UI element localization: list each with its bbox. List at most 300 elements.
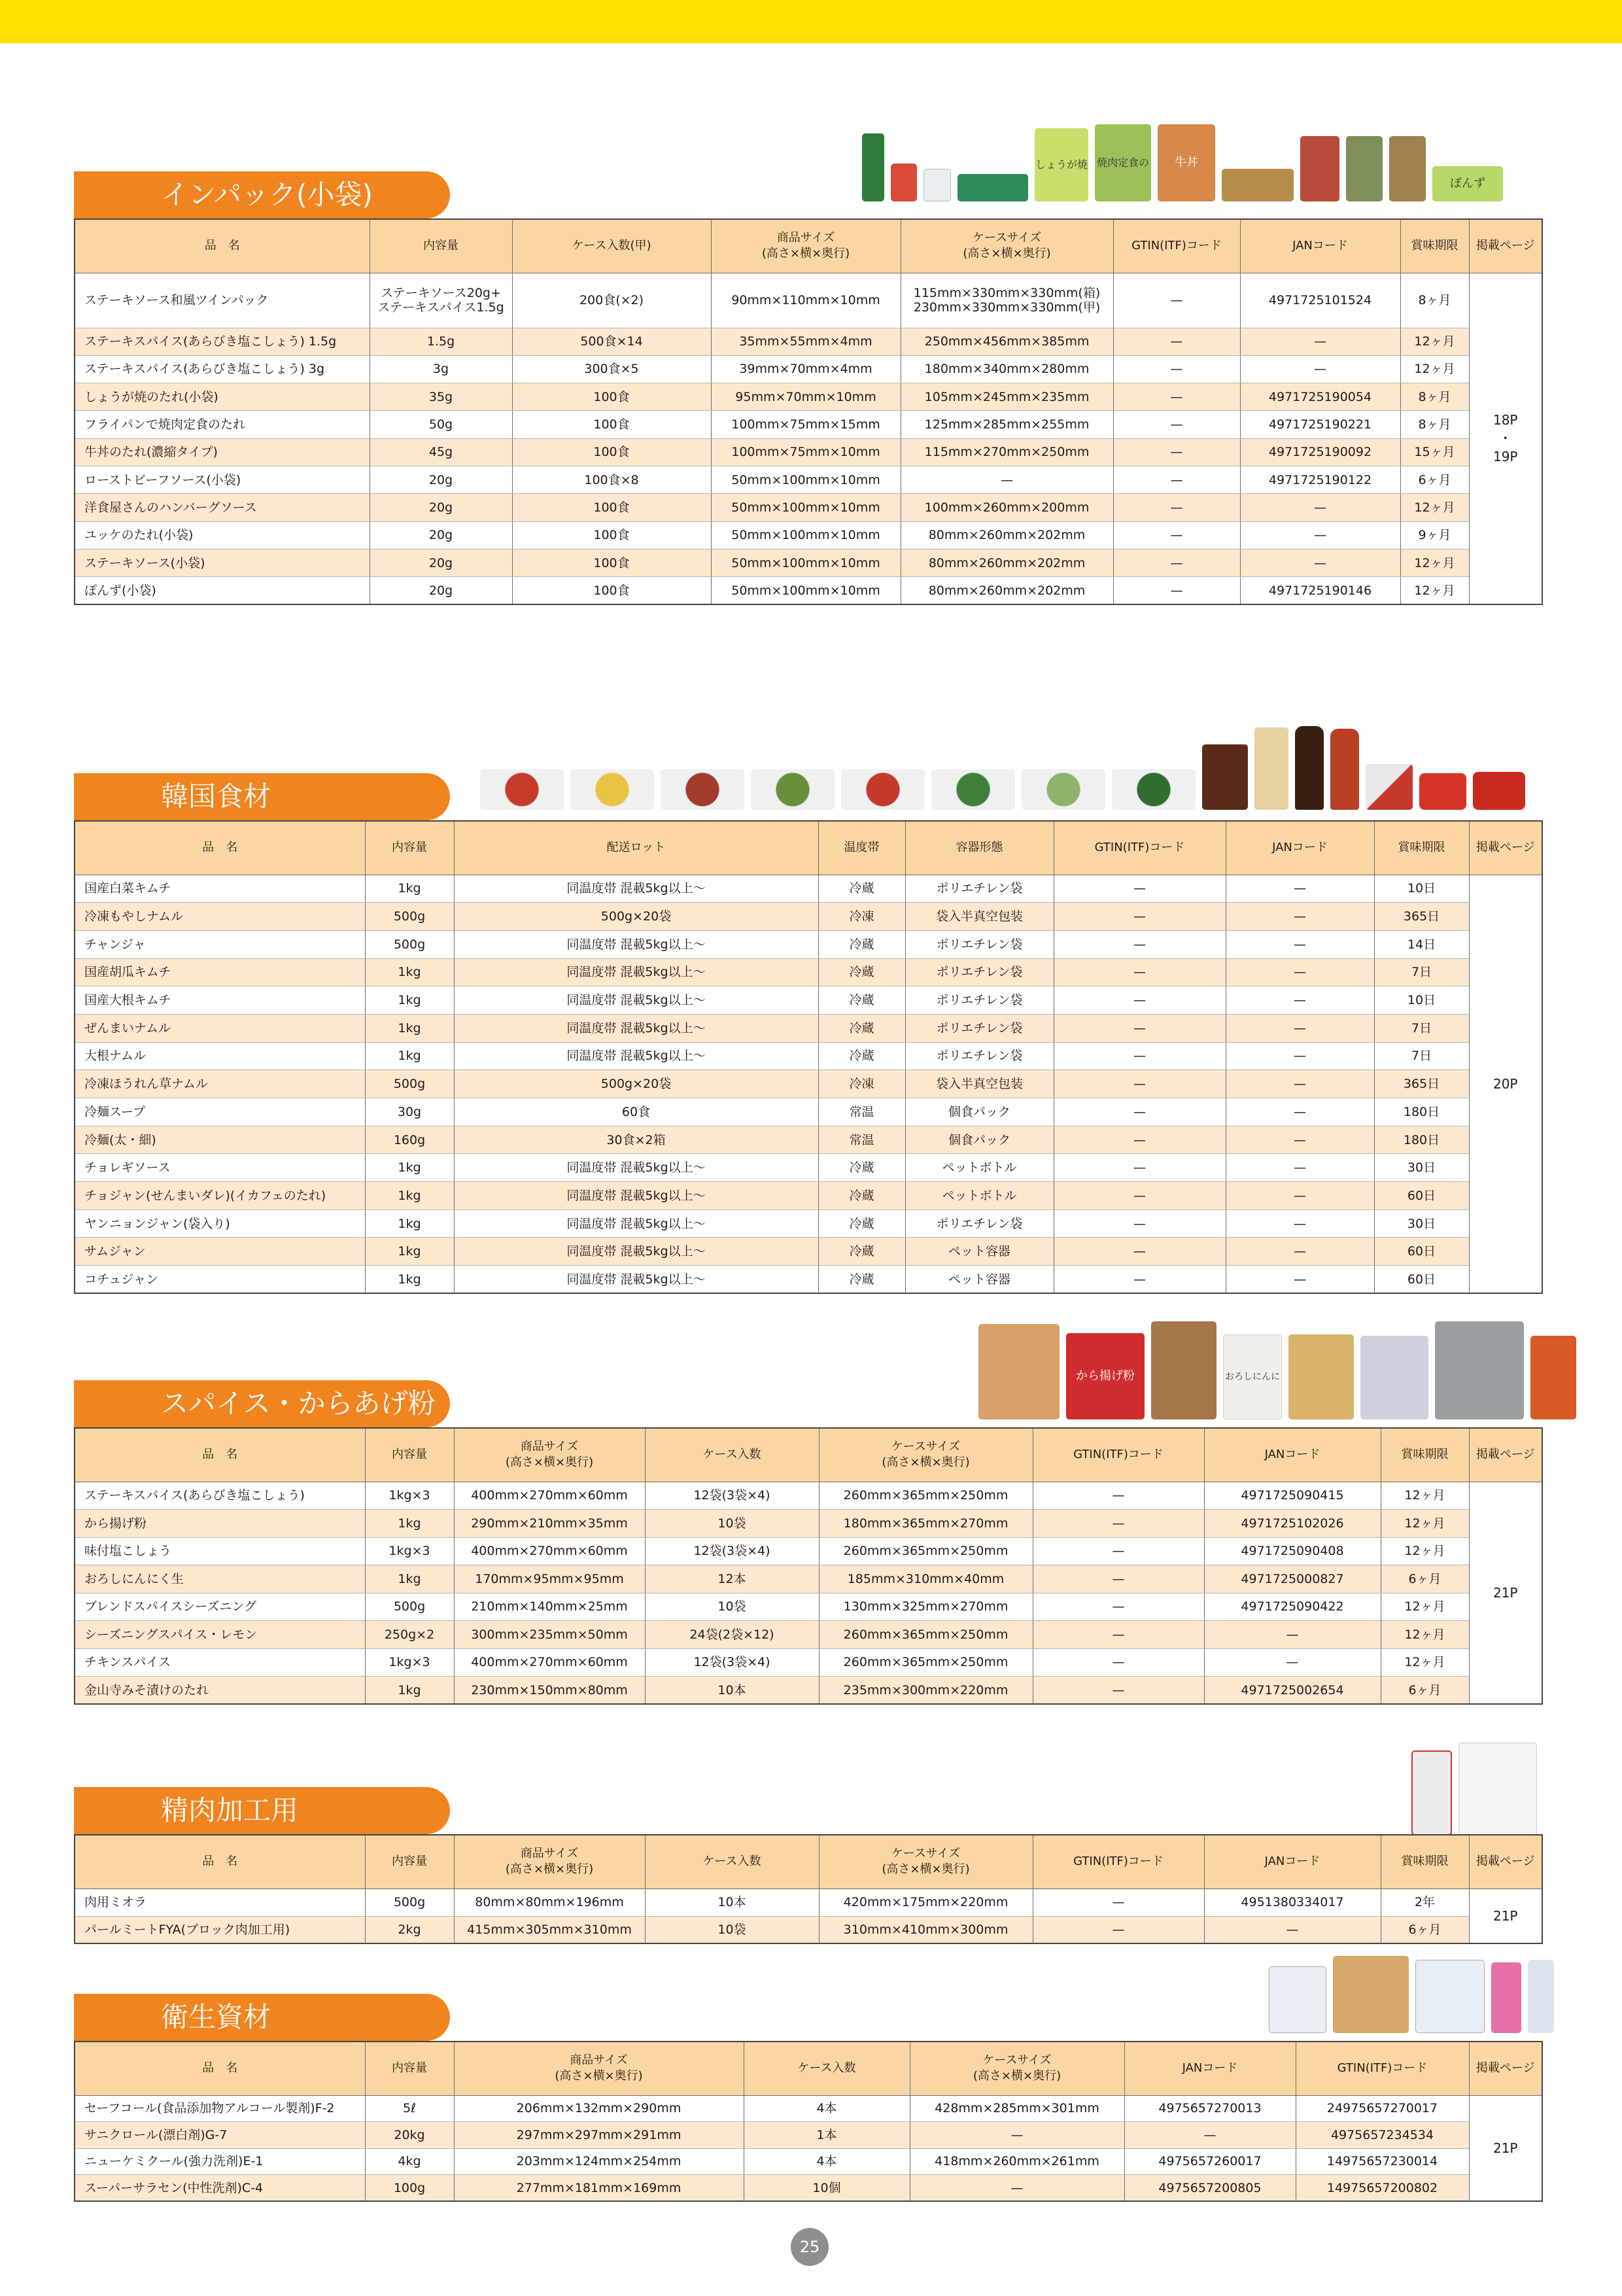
table-cell: 同温度帯 混載5kg以上〜: [454, 1238, 818, 1266]
col-header: 掲載ページ: [1469, 1428, 1542, 1482]
table-cell: —: [1113, 411, 1240, 438]
table-row: [75, 1510, 1542, 1538]
table-cell: 12ヶ月: [1381, 1510, 1469, 1538]
table-cell: 50mm×100mm×10mm: [711, 494, 901, 521]
table-cell: 10本: [645, 1677, 819, 1705]
product-name-cell: サニクロール(漂白剤)G-7: [75, 2122, 365, 2149]
col-header: 掲載ページ: [1469, 2042, 1542, 2095]
table-cell: —: [1054, 1042, 1226, 1070]
product-name-cell: ぜんまいナムル: [75, 1014, 365, 1042]
col-header: 内容量: [365, 1835, 454, 1888]
table-cell: 4971725090422: [1204, 1593, 1381, 1621]
product-photo: しょうが焼: [1035, 128, 1088, 201]
product-photo: [1491, 1962, 1521, 2033]
table-cell: 12ヶ月: [1400, 355, 1469, 383]
table-cell: 4971725002654: [1204, 1677, 1381, 1705]
product-photo: 牛丼: [1158, 124, 1215, 201]
product-photo: [1333, 1956, 1409, 2033]
table-cell: 20g: [370, 521, 512, 549]
table-cell: 100食: [512, 577, 711, 604]
table-cell: 5ℓ: [365, 2095, 454, 2122]
product-name-cell: ステーキスパイス(あらびき塩こしょう) 3g: [75, 355, 370, 383]
product-name-cell: 冷凍もやしナムル: [75, 903, 365, 931]
table-cell: 30g: [365, 1098, 454, 1126]
table-cell: ポリエチレン袋: [905, 1042, 1054, 1070]
table-cell: 420mm×175mm×220mm: [819, 1888, 1033, 1916]
table-cell: —: [1226, 1209, 1374, 1238]
table-cell: 同温度帯 混載5kg以上〜: [454, 875, 818, 903]
table-row: [75, 1098, 1542, 1126]
table-row: [75, 875, 1542, 903]
table-row: [75, 1565, 1542, 1593]
col-header: 品 名: [75, 2042, 365, 2095]
table-cell: —: [1113, 549, 1240, 576]
table-row: [75, 1621, 1542, 1649]
table-cell: 冷蔵: [818, 1266, 905, 1294]
table-row: [75, 1154, 1542, 1182]
table-cell: 同温度帯 混載5kg以上〜: [454, 1209, 818, 1238]
table-cell: 290mm×210mm×35mm: [454, 1510, 645, 1538]
table-cell: 80mm×260mm×202mm: [901, 549, 1113, 576]
product-name-cell: おろしにんにく生: [75, 1565, 365, 1593]
table-cell: 300食×5: [512, 355, 711, 383]
product-photo: [891, 164, 917, 201]
table-cell: 115mm×270mm×250mm: [901, 438, 1113, 466]
section-title-korea: 韓国食材: [74, 773, 450, 820]
table-cell: 30日: [1374, 1154, 1469, 1182]
table-cell: —: [1113, 577, 1240, 604]
table-cell: 90mm×110mm×10mm: [711, 273, 901, 328]
table-cell: 105mm×245mm×235mm: [901, 383, 1113, 411]
table-cell: —: [1054, 1126, 1226, 1154]
table-cell: 4971725101524: [1240, 273, 1400, 328]
table-cell: —: [1054, 1209, 1226, 1238]
table-cell: —: [1054, 958, 1226, 986]
table-cell: 45g: [370, 438, 512, 466]
product-photos-meat: [1411, 1743, 1537, 1835]
col-header: 品 名: [75, 219, 370, 273]
table-cell: 428mm×285mm×301mm: [910, 2095, 1124, 2122]
table-cell: 300mm×235mm×50mm: [454, 1621, 645, 1649]
table-cell: 210mm×140mm×25mm: [454, 1593, 645, 1621]
table-cell: 10日: [1374, 986, 1469, 1015]
table-cell: —: [1240, 355, 1400, 383]
table-cell: 10袋: [645, 1510, 819, 1538]
table-cell: 50mm×100mm×10mm: [711, 466, 901, 493]
col-header: ケース入数(甲): [512, 219, 711, 273]
col-header: 温度帯: [818, 821, 905, 875]
product-photo: [1288, 1334, 1354, 1419]
table-cell: 1kg: [365, 1238, 454, 1266]
col-header: 内容量: [370, 219, 512, 273]
table-cell: 同温度帯 混載5kg以上〜: [454, 1014, 818, 1042]
product-photo: ぽんず: [1432, 166, 1503, 201]
table-row: [75, 1593, 1542, 1621]
table-cell: 415mm×305mm×310mm: [454, 1916, 645, 1943]
table-cell: 365日: [1374, 903, 1469, 931]
table-cell: —: [1240, 328, 1400, 355]
table-cell: —: [1226, 1098, 1374, 1126]
col-header: 品 名: [75, 1428, 365, 1482]
table-cell: 8ヶ月: [1400, 273, 1469, 328]
product-name-cell: ユッケのたれ(小袋): [75, 521, 370, 549]
table-cell: ペット容器: [905, 1266, 1054, 1294]
table-cell: 60日: [1374, 1266, 1469, 1294]
col-header: 配送ロット: [454, 821, 818, 875]
table-cell: —: [1204, 1916, 1381, 1943]
table-cell: —: [1226, 1238, 1374, 1266]
col-header: ケース入数: [645, 1835, 819, 1888]
table-cell: 冷蔵: [818, 1154, 905, 1182]
table-hygiene: [74, 2041, 1543, 2202]
table-row: [75, 466, 1542, 493]
table-cell: —: [1054, 1014, 1226, 1042]
table-cell: 4971725190221: [1240, 411, 1400, 438]
col-header: 賞味期限: [1381, 1428, 1469, 1482]
table-cell: 160g: [365, 1126, 454, 1154]
table-cell: —: [1226, 875, 1374, 903]
table-cell: 250mm×456mm×385mm: [901, 328, 1113, 355]
table-cell: ポリエチレン袋: [905, 930, 1054, 958]
table-cell: 500g: [365, 1888, 454, 1916]
table-cell: —: [1113, 466, 1240, 493]
product-photo: [1112, 769, 1196, 810]
product-photo: [1530, 1336, 1576, 1419]
table-cell: 12袋(3袋×4): [645, 1537, 819, 1565]
product-photo: [1435, 1321, 1524, 1419]
table-row: [75, 958, 1542, 986]
table-row: [75, 2095, 1542, 2122]
table-row: [75, 1677, 1542, 1705]
table-cell: —: [1113, 355, 1240, 383]
table-cell: 冷蔵: [818, 1209, 905, 1238]
product-name-cell: スーパーサラセン(中性洗剤)C-4: [75, 2175, 365, 2202]
product-name-cell: ステーキソース和風ツインパック: [75, 273, 370, 328]
table-cell: 12ヶ月: [1381, 1648, 1469, 1677]
table-cell: 冷蔵: [818, 1182, 905, 1210]
table-row: [75, 1916, 1542, 1943]
product-photo: [570, 769, 654, 810]
table-cell: ポリエチレン袋: [905, 958, 1054, 986]
product-name-cell: 肉用ミオラ: [75, 1888, 365, 1916]
table-cell: 297mm×297mm×291mm: [454, 2122, 744, 2149]
table-cell: 4本: [744, 2148, 910, 2175]
product-name-cell: 味付塩こしょう: [75, 1537, 365, 1565]
table-cell: 12ヶ月: [1381, 1621, 1469, 1649]
table-cell: 100食: [512, 549, 711, 576]
table-cell: 100g: [365, 2175, 454, 2202]
table-row: [75, 2175, 1542, 2202]
table-cell: 180mm×340mm×280mm: [901, 355, 1113, 383]
col-header: JANコード: [1204, 1428, 1381, 1482]
table-cell: 14975657230014: [1296, 2148, 1469, 2175]
table-cell: 100食×8: [512, 466, 711, 493]
section-title-inpack: インパック(小袋): [74, 171, 450, 218]
table-cell: 250g×2: [365, 1621, 454, 1649]
col-header: ケースサイズ (高さ×横×奥行): [819, 1835, 1033, 1888]
table-row: [75, 383, 1542, 411]
table-cell: —: [1033, 1510, 1204, 1538]
page-number: 25: [791, 2228, 829, 2266]
table-cell: ペットボトル: [905, 1182, 1054, 1210]
table-cell: 1kg: [365, 1266, 454, 1294]
product-photo: [480, 769, 564, 810]
table-cell: 1本: [744, 2122, 910, 2149]
table-cell: —: [1033, 1916, 1204, 1943]
table-cell: —: [1226, 958, 1374, 986]
table-cell: 12袋(3袋×4): [645, 1648, 819, 1677]
table-cell: —: [1226, 1070, 1374, 1098]
table-row: [75, 1070, 1542, 1098]
table-cell: 95mm×70mm×10mm: [711, 383, 901, 411]
table-spice: [74, 1427, 1543, 1705]
table-cell: 1kg: [365, 1677, 454, 1705]
table-cell: 39mm×70mm×4mm: [711, 355, 901, 383]
table-cell: 125mm×285mm×255mm: [901, 411, 1113, 438]
table-cell: —: [1054, 1098, 1226, 1126]
table-cell: —: [1054, 875, 1226, 903]
product-name-cell: セーフコール(食品添加物アルコール製剤)F-2: [75, 2095, 365, 2122]
table-cell: 418mm×260mm×261mm: [910, 2148, 1124, 2175]
product-name-cell: しょうが焼のたれ(小袋): [75, 383, 370, 411]
table-cell: —: [1033, 1593, 1204, 1621]
col-header: 品 名: [75, 821, 365, 875]
table-cell: —: [1240, 494, 1400, 521]
page-reference-cell: 21P: [1469, 1482, 1542, 1704]
table-cell: 12ヶ月: [1381, 1593, 1469, 1621]
table-cell: 1kg: [365, 875, 454, 903]
page-reference-cell: 21P: [1469, 2095, 1542, 2201]
product-photos-inpack: [862, 124, 1503, 201]
col-header: 内容量: [365, 2042, 454, 2095]
table-cell: 1kg: [365, 1154, 454, 1182]
table-cell: 500g: [365, 1070, 454, 1098]
table-cell: 30日: [1374, 1209, 1469, 1238]
page-reference-cell: 18P ・ 19P: [1469, 273, 1542, 604]
product-name-cell: ステーキスパイス(あらびき塩こしょう) 1.5g: [75, 328, 370, 355]
table-cell: 袋入半真空包装: [905, 903, 1054, 931]
table-cell: 1kg: [365, 986, 454, 1015]
table-cell: —: [901, 466, 1113, 493]
table-cell: —: [1054, 1266, 1226, 1294]
table-row: [75, 521, 1542, 549]
col-header: 掲載ページ: [1469, 219, 1542, 273]
table-cell: —: [1033, 1565, 1204, 1593]
table-cell: 8ヶ月: [1400, 411, 1469, 438]
table-cell: 4971725190092: [1240, 438, 1400, 466]
table-cell: —: [1033, 1888, 1204, 1916]
product-name-cell: チキンスパイス: [75, 1648, 365, 1677]
table-cell: 500g: [365, 1593, 454, 1621]
table-row: [75, 1482, 1542, 1510]
table-row: [75, 549, 1542, 576]
table-cell: 80mm×260mm×202mm: [901, 577, 1113, 604]
col-header: ケースサイズ (高さ×横×奥行): [910, 2042, 1124, 2095]
product-name-cell: コチュジャン: [75, 1266, 365, 1294]
table-cell: 1.5g: [370, 328, 512, 355]
table-row: [75, 1266, 1542, 1294]
table-cell: —: [1226, 1126, 1374, 1154]
table-cell: 6ヶ月: [1400, 466, 1469, 493]
table-cell: —: [910, 2122, 1124, 2149]
product-photo: [1415, 1960, 1485, 2033]
table-cell: 常温: [818, 1098, 905, 1126]
table-cell: 260mm×365mm×250mm: [819, 1482, 1033, 1510]
table-cell: 冷凍: [818, 1070, 905, 1098]
table-cell: ペット容器: [905, 1238, 1054, 1266]
table-cell: 60日: [1374, 1238, 1469, 1266]
table-cell: 同温度帯 混載5kg以上〜: [454, 930, 818, 958]
table-cell: 12本: [645, 1565, 819, 1593]
table-cell: 1kg×3: [365, 1537, 454, 1565]
table-cell: 4951380334017: [1204, 1888, 1381, 1916]
product-name-cell: 国産胡瓜キムチ: [75, 958, 365, 986]
product-photo: [958, 174, 1028, 201]
table-cell: 7日: [1374, 958, 1469, 986]
col-header: GTIN(ITF)コード: [1296, 2042, 1469, 2095]
product-name-cell: 牛丼のたれ(濃縮タイプ): [75, 438, 370, 466]
table-cell: 14日: [1374, 930, 1469, 958]
table-cell: —: [1113, 328, 1240, 355]
table-cell: 20g: [370, 577, 512, 604]
col-header: GTIN(ITF)コード: [1113, 219, 1240, 273]
table-cell: 2kg: [365, 1916, 454, 1943]
table-cell: 4971725000827: [1204, 1565, 1381, 1593]
table-cell: 235mm×300mm×220mm: [819, 1677, 1033, 1705]
table-cell: 12ヶ月: [1381, 1482, 1469, 1510]
table-cell: —: [1226, 1266, 1374, 1294]
table-cell: 1kg: [365, 1182, 454, 1210]
table-cell: —: [1054, 903, 1226, 931]
table-cell: 400mm×270mm×60mm: [454, 1537, 645, 1565]
table-cell: ペットボトル: [905, 1154, 1054, 1182]
col-header: 商品サイズ (高さ×横×奥行): [454, 2042, 744, 2095]
product-photo: おろしにんに: [1223, 1334, 1282, 1419]
col-header: 賞味期限: [1400, 219, 1469, 273]
product-photo: [923, 169, 951, 201]
section-title-hygiene: 衛生資材: [74, 1994, 450, 2041]
table-row: [75, 1238, 1542, 1266]
table-cell: 206mm×132mm×290mm: [454, 2095, 744, 2122]
page-reference-cell: 20P: [1469, 875, 1542, 1293]
product-name-cell: ヤンニョンジャン(袋入り): [75, 1209, 365, 1238]
product-name-cell: チョジャン(せんまいダレ)(イカフェのたれ): [75, 1182, 365, 1210]
table-cell: 10本: [645, 1888, 819, 1916]
product-photo: [1151, 1321, 1216, 1419]
table-cell: 同温度帯 混載5kg以上〜: [454, 1042, 818, 1070]
table-cell: 200食(×2): [512, 273, 711, 328]
table-row: [75, 438, 1542, 466]
table-cell: 12ヶ月: [1400, 549, 1469, 576]
table-cell: 同温度帯 混載5kg以上〜: [454, 986, 818, 1015]
table-cell: 50mm×100mm×10mm: [711, 521, 901, 549]
col-header: GTIN(ITF)コード: [1033, 1835, 1204, 1888]
table-cell: 4975657200805: [1124, 2175, 1296, 2202]
table-cell: —: [1240, 549, 1400, 576]
table-cell: —: [1226, 1042, 1374, 1070]
table-cell: 50mm×100mm×10mm: [711, 577, 901, 604]
table-cell: 冷蔵: [818, 1238, 905, 1266]
table-cell: 12ヶ月: [1400, 577, 1469, 604]
table-cell: —: [1113, 521, 1240, 549]
table-row: [75, 903, 1542, 931]
table-cell: 180日: [1374, 1126, 1469, 1154]
table-cell: —: [1204, 1621, 1381, 1649]
table-cell: 35mm×55mm×4mm: [711, 328, 901, 355]
table-cell: 500g: [365, 903, 454, 931]
table-row: [75, 328, 1542, 355]
product-photo: [1269, 1966, 1326, 2033]
col-header: GTIN(ITF)コード: [1033, 1428, 1204, 1482]
product-photos-spice: [978, 1321, 1576, 1419]
table-cell: 130mm×325mm×270mm: [819, 1593, 1033, 1621]
table-cell: ポリエチレン袋: [905, 1014, 1054, 1042]
table-cell: 4971725190122: [1240, 466, 1400, 493]
table-cell: 80mm×260mm×202mm: [901, 521, 1113, 549]
table-cell: —: [1054, 986, 1226, 1015]
table-cell: —: [1226, 903, 1374, 931]
page-reference-cell: 21P: [1469, 1888, 1542, 1943]
product-photos-hygiene: [1269, 1956, 1554, 2033]
table-cell: —: [1226, 1182, 1374, 1210]
table-cell: 4975657234534: [1296, 2122, 1469, 2149]
table-cell: 12ヶ月: [1400, 328, 1469, 355]
table-cell: —: [1054, 930, 1226, 958]
product-photo: [1528, 1960, 1554, 2033]
table-row: [75, 2122, 1542, 2149]
table-cell: —: [1226, 986, 1374, 1015]
product-name-cell: 冷凍ほうれん草ナムル: [75, 1070, 365, 1098]
table-cell: 6ヶ月: [1381, 1565, 1469, 1593]
table-cell: 12ヶ月: [1400, 494, 1469, 521]
table-cell: —: [1204, 1648, 1381, 1677]
product-photo: [1295, 726, 1324, 810]
table-cell: —: [1113, 273, 1240, 328]
table-cell: 500g×20袋: [454, 1070, 818, 1098]
table-cell: 1kg: [365, 1510, 454, 1538]
table-cell: —: [910, 2175, 1124, 2202]
table-cell: 同温度帯 混載5kg以上〜: [454, 1154, 818, 1182]
product-name-cell: ブレンドスパイスシーズニング: [75, 1593, 365, 1621]
table-cell: 260mm×365mm×250mm: [819, 1621, 1033, 1649]
table-cell: 180mm×365mm×270mm: [819, 1510, 1033, 1538]
table-cell: —: [1033, 1482, 1204, 1510]
product-photo: [1360, 1336, 1428, 1419]
col-header: ケースサイズ (高さ×横×奥行): [819, 1428, 1033, 1482]
table-cell: 500g×20袋: [454, 903, 818, 931]
table-cell: 15ヶ月: [1400, 438, 1469, 466]
table-cell: 14975657200802: [1296, 2175, 1469, 2202]
table-cell: —: [1113, 383, 1240, 411]
product-photo: [1366, 764, 1413, 810]
table-cell: 3g: [370, 355, 512, 383]
table-cell: ポリエチレン袋: [905, 986, 1054, 1015]
table-cell: 260mm×365mm×250mm: [819, 1648, 1033, 1677]
product-name-cell: ローストビーフソース(小袋): [75, 466, 370, 493]
product-photo: [1300, 136, 1339, 201]
table-cell: 4kg: [365, 2148, 454, 2175]
product-photo: [1473, 772, 1525, 810]
col-header: ケース入数: [744, 2042, 910, 2095]
product-name-cell: ステーキソース(小袋): [75, 549, 370, 576]
table-cell: 1kg×3: [365, 1648, 454, 1677]
table-cell: 同温度帯 混載5kg以上〜: [454, 1182, 818, 1210]
table-row: [75, 1182, 1542, 1210]
table-cell: 冷蔵: [818, 958, 905, 986]
section-title-meat: 精肉加工用: [74, 1787, 450, 1834]
product-photo: [1202, 744, 1248, 810]
table-row: [75, 1209, 1542, 1238]
